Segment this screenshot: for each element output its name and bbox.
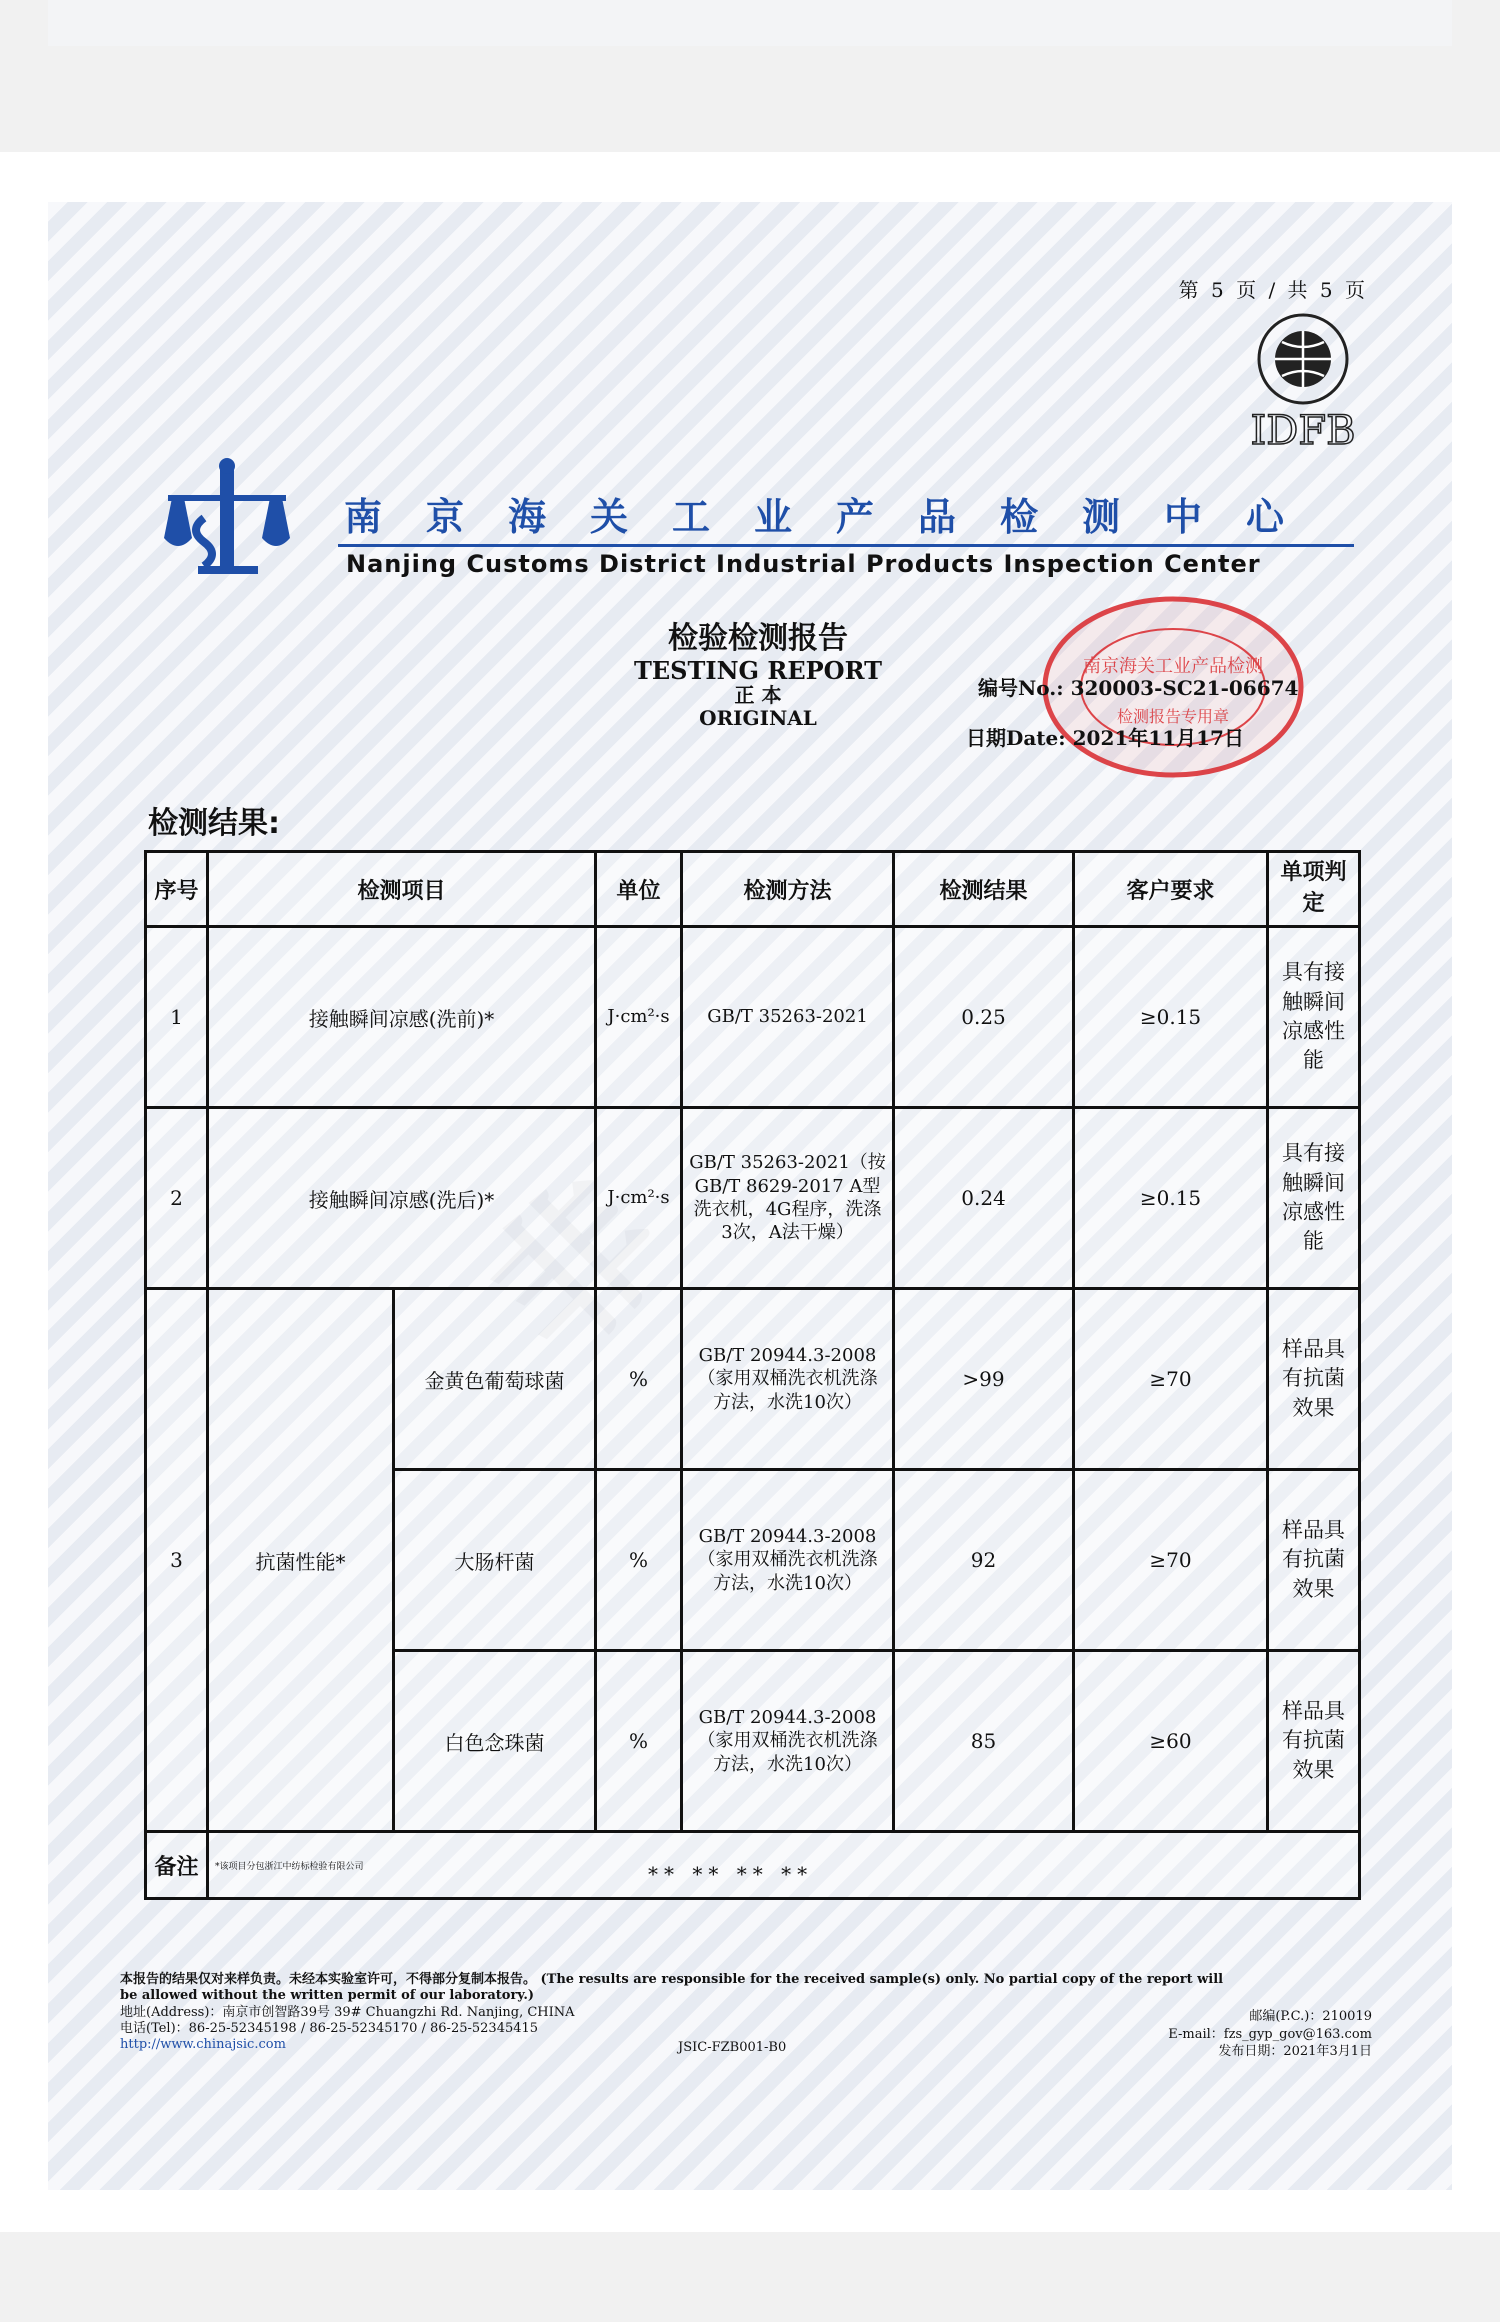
remark-text: *该项目分包浙江中纺标检验有限公司 bbox=[208, 1832, 1360, 1899]
row-subitem: 金黄色葡萄球菌 bbox=[394, 1289, 596, 1470]
results-heading: 检测结果: bbox=[148, 806, 280, 841]
row-no: 2 bbox=[146, 1108, 208, 1289]
row-requirement: ≥60 bbox=[1074, 1651, 1268, 1832]
report-number-value: 320003-SC21-06674 bbox=[1070, 676, 1299, 700]
header-method: 检测方法 bbox=[682, 852, 894, 927]
row-no: 3 bbox=[146, 1289, 208, 1832]
row-judgement: 具有接触瞬间凉感性能 bbox=[1268, 1108, 1360, 1289]
footer-issue-date: 发布日期：2021年3月1日 bbox=[1218, 2044, 1372, 2060]
row-requirement: ≥70 bbox=[1074, 1289, 1268, 1470]
row-unit: J·cm²·s bbox=[596, 1108, 682, 1289]
footer-tel: 电话(Tel)：86-25-52345198 / 86-25-52345170 / 86-25-52345415 bbox=[120, 2020, 539, 2036]
header-rule bbox=[338, 544, 1354, 547]
report-date-value: 2021年11月17日 bbox=[1072, 726, 1244, 750]
row-requirement: ≥70 bbox=[1074, 1470, 1268, 1651]
row-method: GB/T 20944.3-2008（家用双桶洗衣机洗涤方法，水洗10次） bbox=[682, 1651, 894, 1832]
header-judgement: 单项判定 bbox=[1268, 852, 1360, 927]
row-unit: % bbox=[596, 1470, 682, 1651]
footer-website-link[interactable]: http://www.chinajsic.com bbox=[120, 2037, 286, 2052]
org-name-cn: 南京海关工业产品检测中心 bbox=[344, 495, 1329, 539]
footer-postcode: 邮编(P.C.)：210019 bbox=[1249, 2009, 1372, 2024]
row-unit: % bbox=[596, 1651, 682, 1832]
row-requirement: ≥0.15 bbox=[1074, 1108, 1268, 1289]
row-judgement: 样品具有抗菌效果 bbox=[1268, 1289, 1360, 1470]
row-result: 0.25 bbox=[894, 927, 1074, 1108]
row-group: 抗菌性能* bbox=[208, 1289, 394, 1832]
report-number bbox=[978, 672, 1298, 701]
form-code: JSIC-FZB001-B0 bbox=[678, 2040, 787, 2055]
idfb-letters: IDFB bbox=[1250, 408, 1356, 454]
row-method: GB/T 20944.3-2008（家用双桶洗衣机洗涤方法，水洗10次） bbox=[682, 1470, 894, 1651]
report-number-label: 编号No.: bbox=[978, 676, 1064, 700]
row-item: 接触瞬间凉感(洗前)* bbox=[208, 927, 596, 1108]
report-title bbox=[608, 622, 908, 730]
row-unit: % bbox=[596, 1289, 682, 1470]
report-date bbox=[966, 722, 1244, 751]
footer-email: E-mail：fzs_gyp_gov@163.com bbox=[1168, 2026, 1372, 2042]
row-judgement: 具有接触瞬间凉感性能 bbox=[1268, 927, 1360, 1108]
table-row bbox=[146, 927, 1360, 1108]
row-unit: J·cm²·s bbox=[596, 927, 682, 1108]
header-item: 检测项目 bbox=[208, 852, 596, 927]
copy-label-cn: 正 本 bbox=[734, 683, 782, 708]
header-requirement: 客户要求 bbox=[1074, 852, 1268, 927]
row-method: GB/T 20944.3-2008（家用双桶洗衣机洗涤方法，水洗10次） bbox=[682, 1289, 894, 1470]
report-page bbox=[48, 202, 1452, 2190]
footer-contact bbox=[1168, 2008, 1372, 2061]
remark-label: 备注 bbox=[146, 1832, 208, 1899]
idfb-logo-icon bbox=[1238, 304, 1368, 454]
header-result: 检测结果 bbox=[894, 852, 1074, 927]
row-judgement: 样品具有抗菌效果 bbox=[1268, 1651, 1360, 1832]
stamp-inner-top: 南京海关工业产品检测 bbox=[1083, 656, 1263, 677]
row-method: GB/T 35263-2021 bbox=[682, 927, 894, 1108]
org-header bbox=[158, 458, 1388, 578]
row-result: 92 bbox=[894, 1470, 1074, 1651]
row-method: GB/T 35263-2021（按GB/T 8629-2017 A型洗衣机，4G程序，洗涤3次，A法干燥） bbox=[682, 1108, 894, 1289]
jsic-logo-icon bbox=[158, 458, 298, 578]
end-marks: ** ** ** ** bbox=[648, 1862, 814, 1886]
table-header-row bbox=[146, 852, 1360, 927]
report-date-label: 日期Date: bbox=[966, 726, 1066, 750]
row-requirement: ≥0.15 bbox=[1074, 927, 1268, 1108]
footer-disclaimer-cont: be allowed without the written permit of our laboratory.) bbox=[120, 1988, 535, 2004]
copy-label-en: ORIGINAL bbox=[699, 706, 817, 731]
row-result: 85 bbox=[894, 1651, 1074, 1832]
header-no: 序号 bbox=[146, 852, 208, 927]
org-name-en: Nanjing Customs District Industrial Products Inspection Center bbox=[346, 550, 1261, 578]
table-row bbox=[146, 1289, 1360, 1470]
row-subitem: 白色念珠菌 bbox=[394, 1651, 596, 1832]
footer-disclaimer: 本报告的结果仅对来样负责。未经本实验室许可，不得部分复制本报告。 (The results are responsible for the received sample(s) only. No partial copy of the report will bbox=[120, 1972, 1224, 1987]
header-unit: 单位 bbox=[596, 852, 682, 927]
report-title-en: TESTING REPORT bbox=[634, 655, 882, 685]
row-item: 接触瞬间凉感(洗后)* bbox=[208, 1108, 596, 1289]
previous-page-strip bbox=[48, 0, 1452, 46]
stamp-inner-bottom: 检测报告专用章 bbox=[1116, 707, 1230, 726]
row-result: >99 bbox=[894, 1289, 1074, 1470]
row-no: 1 bbox=[146, 927, 208, 1108]
results-table bbox=[144, 850, 1361, 1900]
footer-address: 地址(Address)：南京市创智路39号 39# Chuangzhi Rd. Nanjing, CHINA bbox=[120, 2004, 575, 2020]
row-judgement: 样品具有抗菌效果 bbox=[1268, 1470, 1360, 1651]
table-row bbox=[146, 1108, 1360, 1289]
report-title-cn: 检验检测报告 bbox=[668, 621, 848, 656]
row-result: 0.24 bbox=[894, 1108, 1074, 1289]
row-subitem: 大肠杆菌 bbox=[394, 1470, 596, 1651]
page-number: 第 5 页 / 共 5 页 bbox=[1178, 278, 1368, 302]
